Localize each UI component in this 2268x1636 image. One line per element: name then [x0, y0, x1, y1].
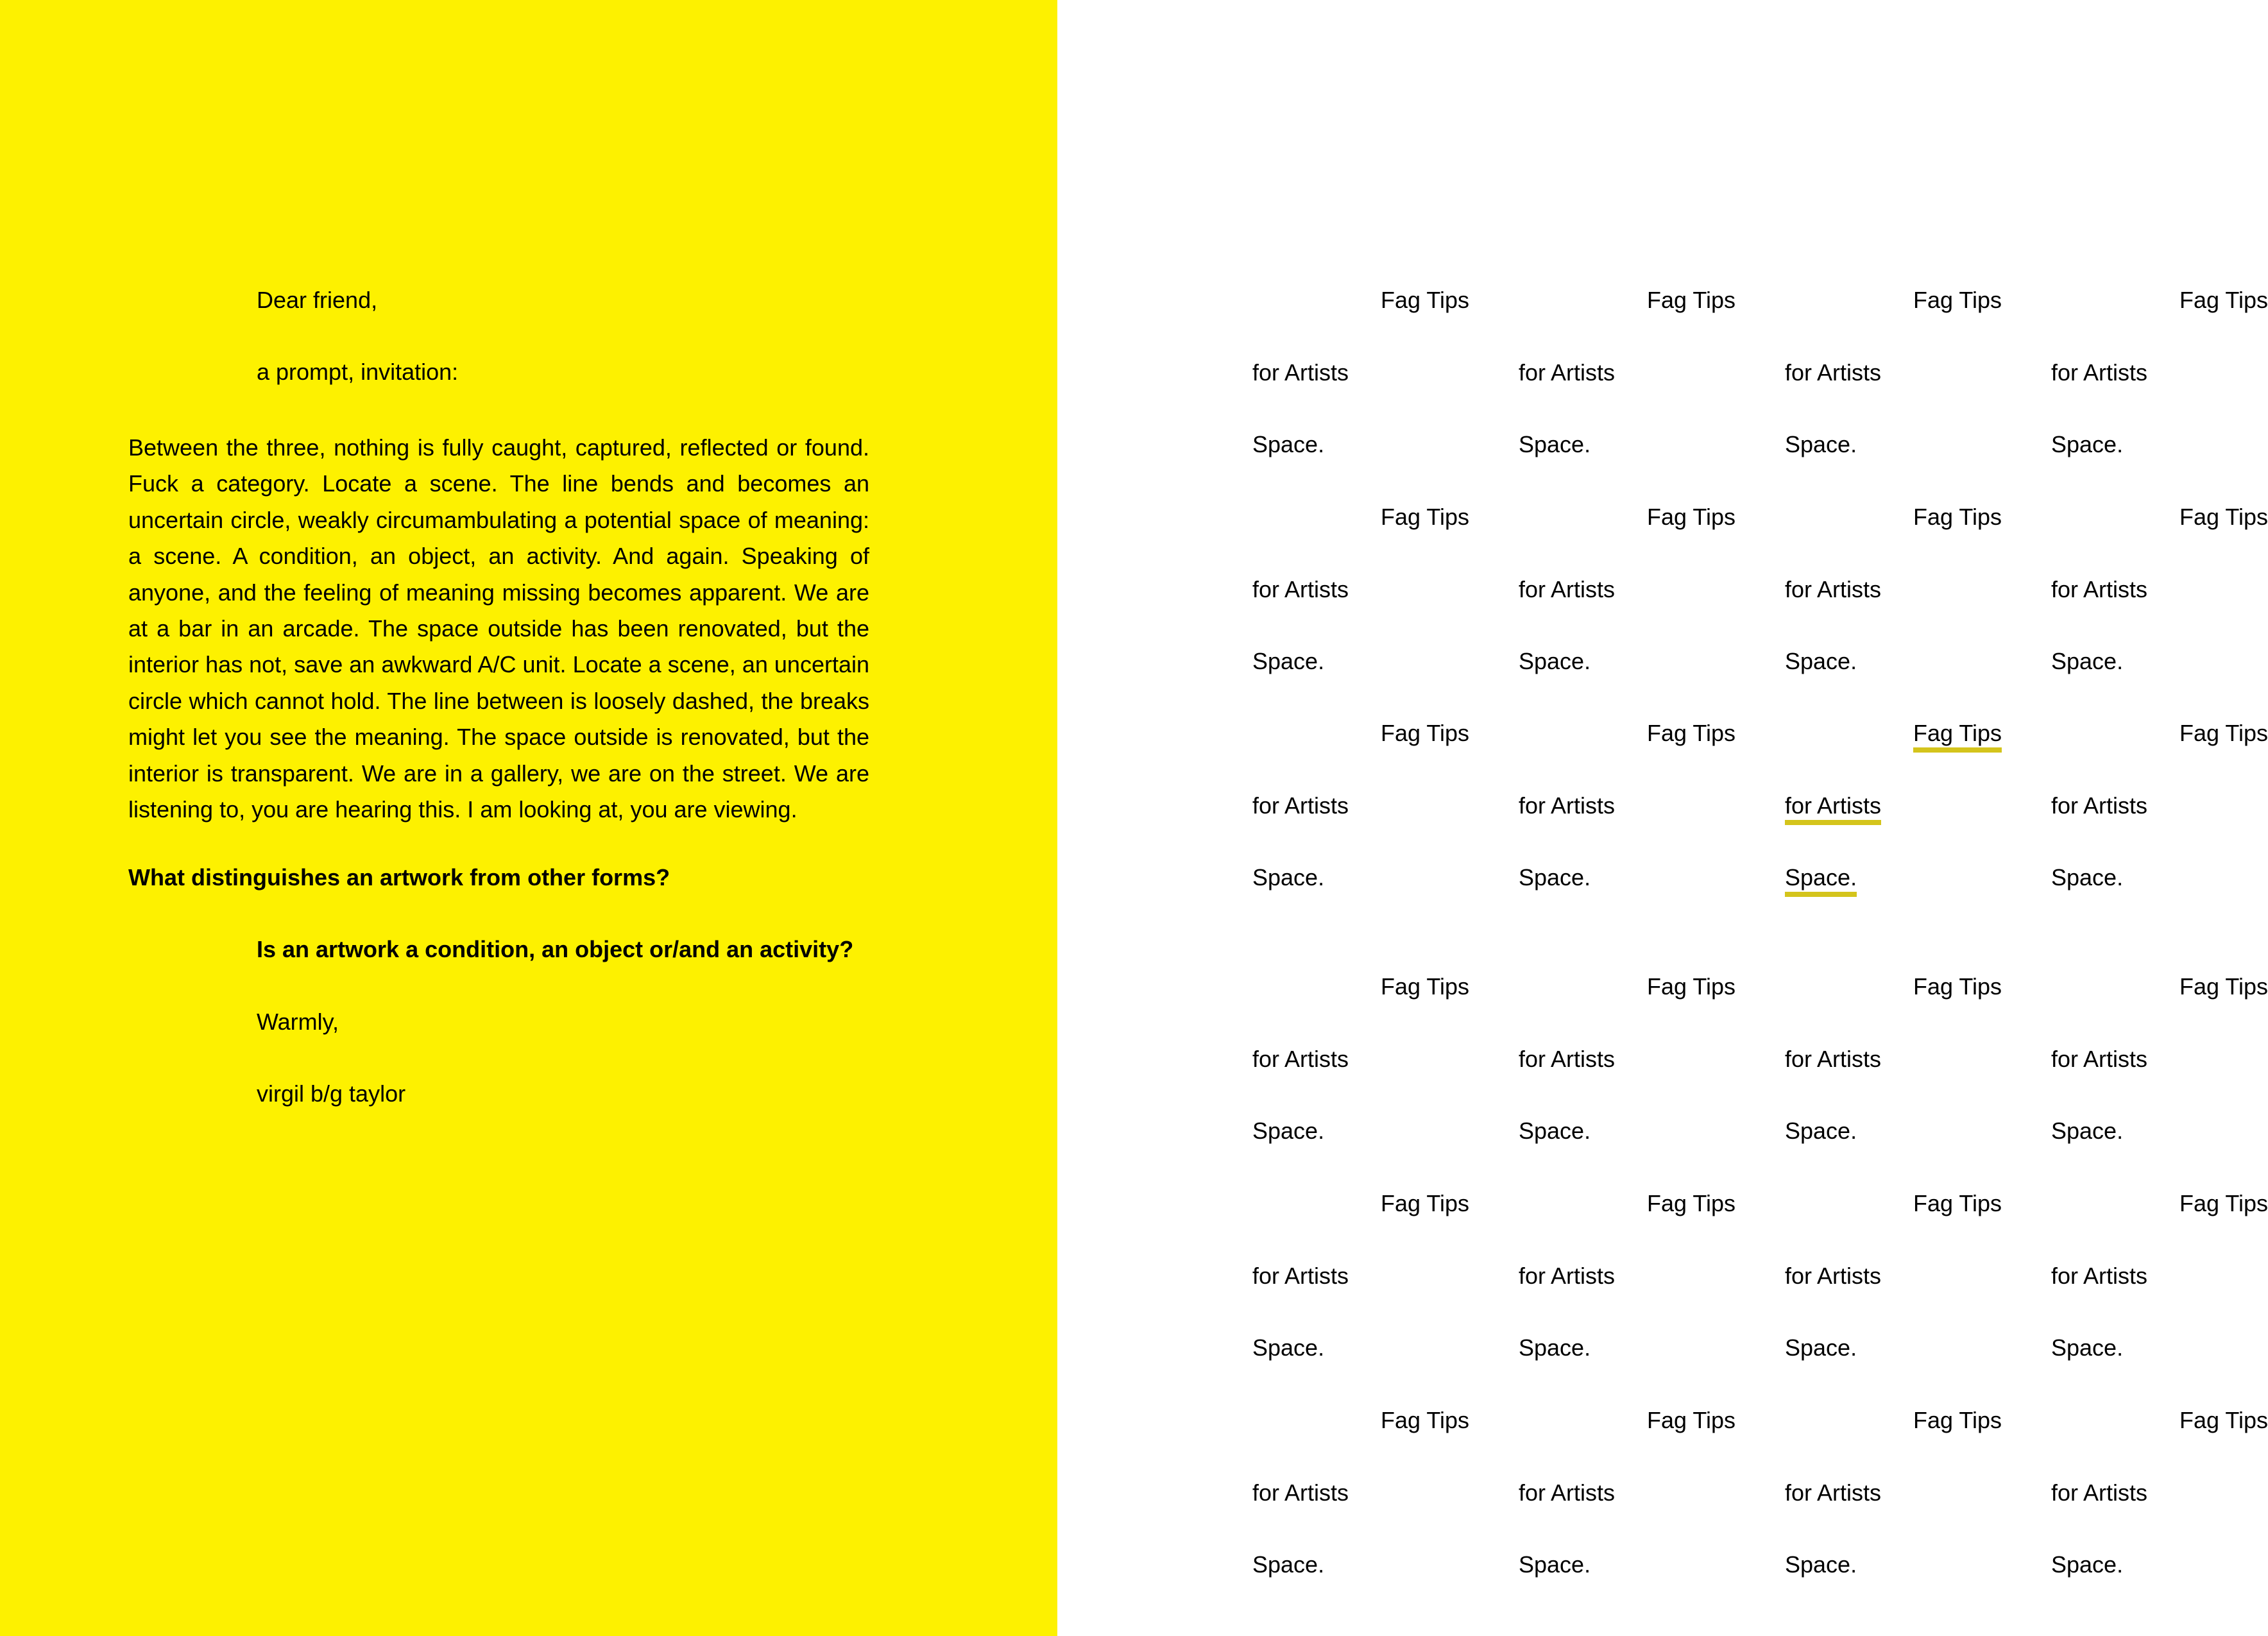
pattern-fag-tips: Fag Tips [1381, 504, 1470, 530]
pattern-for-artists: for Artists [1785, 1045, 1882, 1072]
pattern-fag-tips: Fag Tips [1381, 720, 1470, 746]
pattern-fag-tips: Fag Tips [1913, 287, 2002, 313]
pattern-space: Space. [1252, 1334, 1325, 1361]
pattern-for-artists: for Artists [1519, 359, 1616, 386]
pattern-space: Space. [1519, 1334, 1591, 1361]
pattern-space: Space. [1785, 1551, 1857, 1578]
pattern-fag-tips-highlighted: Fag Tips [1913, 720, 2002, 753]
pattern-space: Space. [1252, 1118, 1325, 1144]
pattern-fag-tips: Fag Tips [2179, 287, 2268, 313]
pattern-fag-tips: Fag Tips [2179, 973, 2268, 1000]
pattern-space: Space. [1519, 864, 1591, 890]
pattern-space: Space. [1519, 1551, 1591, 1578]
pattern-space: Space. [1252, 1551, 1325, 1578]
pattern-space: Space. [1252, 864, 1325, 890]
pattern-fag-tips: Fag Tips [1381, 973, 1470, 1000]
pattern-space: Space. [1785, 1118, 1857, 1144]
pattern-for-artists: for Artists [2051, 1479, 2148, 1506]
letter-page [0, 0, 1057, 1636]
letter-question-2: Is an artwork a condition, an object or/and an activity? [257, 936, 854, 962]
pattern-space: Space. [1785, 1334, 1857, 1361]
pattern-fag-tips: Fag Tips [1913, 1407, 2002, 1433]
pattern-space: Space. [1785, 648, 1857, 674]
pattern-space: Space. [1519, 431, 1591, 457]
pattern-fag-tips: Fag Tips [1647, 1190, 1736, 1216]
pattern-for-artists: for Artists [1785, 1479, 1882, 1506]
pattern-for-artists: for Artists [1252, 575, 1349, 602]
pattern-space: Space. [2051, 1334, 2124, 1361]
pattern-space: Space. [2051, 1551, 2124, 1578]
letter-intro: a prompt, invitation: [257, 359, 459, 385]
pattern-fag-tips: Fag Tips [1381, 1190, 1470, 1216]
pattern-space: Space. [2051, 1118, 2124, 1144]
pattern-for-artists: for Artists [1252, 1479, 1349, 1506]
letter-salutation: Dear friend, [257, 287, 378, 313]
pattern-space: Space. [1519, 1118, 1591, 1144]
pattern-for-artists: for Artists [1519, 1045, 1616, 1072]
fag-tips-pattern-page [1057, 0, 2268, 1636]
pattern-fag-tips: Fag Tips [2179, 1407, 2268, 1433]
letter-body: Between the three, nothing is fully caught, captured, reflected or found. Fuck a category. Locate a scene. The line bends and becomes an uncertain circle, weakly circumambulating a potential space of meaning: a scene. A condition, an object, an activity. And again. Speaking of anyone, and the feeling of meaning missing becomes apparent. We are at a bar in an arcade. The space outside has been renovated, but the interior has not, save an awkward A/C unit. Locate a scene, an uncertain circle which cannot hold. The line between is loosely dashed, the breaks might let you see the meaning. The space outside is renovated, but the interior is transparent. We are in a gallery, we are on the street. We are listening to, you are hearing this. I am looking at, you are viewing. [128, 434, 869, 823]
pattern-for-artists: for Artists [2051, 575, 2148, 602]
letter-signature: virgil b/g taylor [257, 1080, 406, 1107]
pattern-fag-tips: Fag Tips [1381, 1407, 1470, 1433]
pattern-fag-tips: Fag Tips [2179, 720, 2268, 746]
pattern-for-artists: for Artists [1519, 575, 1616, 602]
pattern-fag-tips: Fag Tips [2179, 1190, 2268, 1216]
pattern-fag-tips: Fag Tips [1913, 1190, 2002, 1216]
pattern-space: Space. [2051, 648, 2124, 674]
pattern-for-artists: for Artists [2051, 792, 2148, 819]
pattern-fag-tips: Fag Tips [1647, 504, 1736, 530]
pattern-for-artists: for Artists [2051, 1262, 2148, 1289]
pattern-for-artists: for Artists [1519, 1479, 1616, 1506]
pattern-fag-tips: Fag Tips [1913, 973, 2002, 1000]
pattern-space: Space. [1252, 648, 1325, 674]
pattern-fag-tips: Fag Tips [2179, 504, 2268, 530]
pattern-space: Space. [1785, 431, 1857, 457]
pattern-for-artists [1785, 792, 1881, 820]
pattern-space [1785, 864, 1857, 892]
pattern-space: Space. [2051, 864, 2124, 890]
letter-closing: Warmly, [257, 1009, 339, 1035]
pattern-for-artists: for Artists [1785, 1262, 1882, 1289]
pattern-fag-tips: Fag Tips [1647, 973, 1736, 1000]
pattern-for-artists: for Artists [1519, 792, 1616, 819]
pattern-fag-tips: Fag Tips [1913, 504, 2002, 530]
pattern-for-artists: for Artists [1252, 1045, 1349, 1072]
pattern-fag-tips: Fag Tips [1381, 287, 1470, 313]
pattern-space: Space. [1252, 431, 1325, 457]
pattern-fag-tips: Fag Tips [1647, 287, 1736, 313]
pattern-for-artists-highlighted: for Artists [1785, 792, 1881, 825]
pattern-for-artists: for Artists [2051, 359, 2148, 386]
pattern-for-artists: for Artists [1252, 1262, 1349, 1289]
pattern-fag-tips [1913, 719, 2002, 747]
pattern-space: Space. [1519, 648, 1591, 674]
pattern-for-artists: for Artists [2051, 1045, 2148, 1072]
pattern-space-highlighted: Space. [1785, 864, 1857, 897]
pattern-fag-tips: Fag Tips [1647, 720, 1736, 746]
pattern-for-artists: for Artists [1519, 1262, 1616, 1289]
pattern-for-artists: for Artists [1785, 359, 1882, 386]
pattern-for-artists: for Artists [1252, 792, 1349, 819]
letter-question-1: What distinguishes an artwork from other forms? [128, 864, 670, 890]
pattern-for-artists: for Artists [1785, 575, 1882, 602]
pattern-space: Space. [2051, 431, 2124, 457]
pattern-fag-tips: Fag Tips [1647, 1407, 1736, 1433]
pattern-for-artists: for Artists [1252, 359, 1349, 386]
